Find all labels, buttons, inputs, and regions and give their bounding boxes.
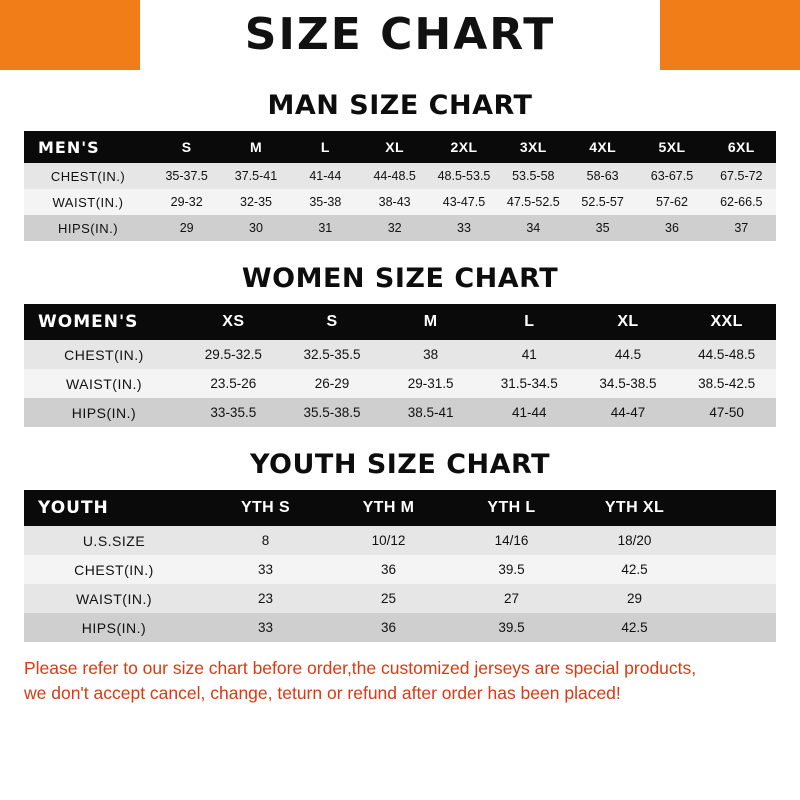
men-hips-4xl: 35 bbox=[568, 215, 637, 241]
table-row bbox=[24, 163, 776, 189]
youth-chest-s: 33 bbox=[204, 555, 327, 584]
header-banner-inner bbox=[140, 0, 660, 70]
youth-hips-spacer bbox=[696, 613, 776, 642]
disclaimer-line-1: Please refer to our size chart before order,the customized jerseys are special products, bbox=[24, 658, 697, 678]
youth-row-label-waist: WAIST(IN.) bbox=[24, 584, 204, 613]
youth-header-label: YOUTH bbox=[24, 490, 204, 526]
men-col-4xl: 4XL bbox=[568, 131, 637, 163]
men-waist-s: 29-32 bbox=[152, 189, 221, 215]
women-waist-l: 31.5-34.5 bbox=[480, 369, 579, 398]
women-col-xs: XS bbox=[184, 304, 283, 340]
women-hips-s: 35.5-38.5 bbox=[283, 398, 382, 427]
youth-waist-l: 27 bbox=[450, 584, 573, 613]
table-row bbox=[24, 215, 776, 241]
women-waist-s: 26-29 bbox=[283, 369, 382, 398]
men-col-2xl: 2XL bbox=[429, 131, 498, 163]
women-hips-xxl: 47-50 bbox=[677, 398, 776, 427]
men-chest-2xl: 48.5-53.5 bbox=[429, 163, 498, 189]
youth-us-size-m: 10/12 bbox=[327, 526, 450, 555]
women-chest-xs: 29.5-32.5 bbox=[184, 340, 283, 369]
women-chest-xxl: 44.5-48.5 bbox=[677, 340, 776, 369]
women-header-label: WOMEN'S bbox=[24, 304, 184, 340]
youth-col-yth-m: YTH M bbox=[327, 490, 450, 526]
youth-waist-xl: 29 bbox=[573, 584, 696, 613]
women-waist-xs: 23.5-26 bbox=[184, 369, 283, 398]
youth-hips-m: 36 bbox=[327, 613, 450, 642]
header-banner bbox=[0, 0, 800, 70]
men-waist-2xl: 43-47.5 bbox=[429, 189, 498, 215]
youth-size-table bbox=[24, 490, 776, 642]
table-row bbox=[24, 555, 776, 584]
women-col-s: S bbox=[283, 304, 382, 340]
disclaimer-note bbox=[24, 656, 776, 707]
men-row-label-chest: CHEST(IN.) bbox=[24, 163, 152, 189]
table-row bbox=[24, 584, 776, 613]
men-header-label: MEN'S bbox=[24, 131, 152, 163]
men-size-table-wrapper bbox=[24, 131, 776, 241]
table-header-row bbox=[24, 304, 776, 340]
youth-chest-spacer bbox=[696, 555, 776, 584]
table-header-row bbox=[24, 131, 776, 163]
youth-col-yth-s: YTH S bbox=[204, 490, 327, 526]
men-section-title: MAN SIZE CHART bbox=[267, 90, 533, 121]
women-section-title: WOMEN SIZE CHART bbox=[241, 263, 559, 294]
women-chest-m: 38 bbox=[381, 340, 480, 369]
men-col-s: S bbox=[152, 131, 221, 163]
youth-section-title: YOUTH SIZE CHART bbox=[249, 449, 551, 480]
women-hips-l: 41-44 bbox=[480, 398, 579, 427]
table-row bbox=[24, 369, 776, 398]
men-chest-xl: 44-48.5 bbox=[360, 163, 429, 189]
youth-waist-m: 25 bbox=[327, 584, 450, 613]
men-waist-l: 35-38 bbox=[291, 189, 360, 215]
women-col-xxl: XXL bbox=[677, 304, 776, 340]
women-waist-m: 29-31.5 bbox=[381, 369, 480, 398]
men-col-m: M bbox=[221, 131, 290, 163]
youth-row-label-chest: CHEST(IN.) bbox=[24, 555, 204, 584]
women-col-m: M bbox=[381, 304, 480, 340]
table-row bbox=[24, 189, 776, 215]
youth-col-spacer bbox=[696, 490, 776, 526]
youth-waist-spacer bbox=[696, 584, 776, 613]
women-chest-s: 32.5-35.5 bbox=[283, 340, 382, 369]
men-waist-3xl: 47.5-52.5 bbox=[499, 189, 568, 215]
men-col-5xl: 5XL bbox=[637, 131, 706, 163]
men-hips-m: 30 bbox=[221, 215, 290, 241]
men-hips-2xl: 33 bbox=[429, 215, 498, 241]
men-row-label-hips: HIPS(IN.) bbox=[24, 215, 152, 241]
men-col-l: L bbox=[291, 131, 360, 163]
table-row bbox=[24, 526, 776, 555]
men-col-3xl: 3XL bbox=[499, 131, 568, 163]
youth-chest-l: 39.5 bbox=[450, 555, 573, 584]
youth-chest-m: 36 bbox=[327, 555, 450, 584]
men-hips-5xl: 36 bbox=[637, 215, 706, 241]
youth-us-size-l: 14/16 bbox=[450, 526, 573, 555]
women-col-xl: XL bbox=[579, 304, 678, 340]
disclaimer-line-2: we don't accept cancel, change, teturn or refund after order has been placed! bbox=[24, 683, 621, 704]
men-waist-6xl: 62-66.5 bbox=[707, 189, 776, 215]
men-col-xl: XL bbox=[360, 131, 429, 163]
men-col-6xl: 6XL bbox=[707, 131, 776, 163]
women-hips-xl: 44-47 bbox=[579, 398, 678, 427]
youth-size-table-wrapper bbox=[24, 490, 776, 642]
men-chest-4xl: 58-63 bbox=[568, 163, 637, 189]
women-row-label-chest: CHEST(IN.) bbox=[24, 340, 184, 369]
table-row bbox=[24, 398, 776, 427]
women-row-label-hips: HIPS(IN.) bbox=[24, 398, 184, 427]
men-hips-s: 29 bbox=[152, 215, 221, 241]
page-title: SIZE CHART bbox=[244, 9, 556, 60]
women-hips-xs: 33-35.5 bbox=[184, 398, 283, 427]
women-hips-m: 38.5-41 bbox=[381, 398, 480, 427]
women-size-table-wrapper bbox=[24, 304, 776, 427]
men-chest-5xl: 63-67.5 bbox=[637, 163, 706, 189]
men-hips-6xl: 37 bbox=[707, 215, 776, 241]
women-row-label-waist: WAIST(IN.) bbox=[24, 369, 184, 398]
men-row-label-waist: WAIST(IN.) bbox=[24, 189, 152, 215]
men-hips-3xl: 34 bbox=[499, 215, 568, 241]
youth-us-size-xl: 18/20 bbox=[573, 526, 696, 555]
youth-col-yth-xl: YTH XL bbox=[573, 490, 696, 526]
men-chest-l: 41-44 bbox=[291, 163, 360, 189]
women-waist-xxl: 38.5-42.5 bbox=[677, 369, 776, 398]
youth-us-size-spacer bbox=[696, 526, 776, 555]
table-row bbox=[24, 613, 776, 642]
women-col-l: L bbox=[480, 304, 579, 340]
women-size-table bbox=[24, 304, 776, 427]
youth-chest-xl: 42.5 bbox=[573, 555, 696, 584]
youth-row-label-us-size: U.S.SIZE bbox=[24, 526, 204, 555]
table-header-row bbox=[24, 490, 776, 526]
youth-hips-xl: 42.5 bbox=[573, 613, 696, 642]
men-chest-6xl: 67.5-72 bbox=[707, 163, 776, 189]
men-waist-4xl: 52.5-57 bbox=[568, 189, 637, 215]
youth-hips-l: 39.5 bbox=[450, 613, 573, 642]
men-size-table bbox=[24, 131, 776, 241]
men-hips-l: 31 bbox=[291, 215, 360, 241]
table-row bbox=[24, 340, 776, 369]
men-waist-m: 32-35 bbox=[221, 189, 290, 215]
youth-waist-s: 23 bbox=[204, 584, 327, 613]
men-hips-xl: 32 bbox=[360, 215, 429, 241]
women-chest-xl: 44.5 bbox=[579, 340, 678, 369]
youth-row-label-hips: HIPS(IN.) bbox=[24, 613, 204, 642]
youth-us-size-s: 8 bbox=[204, 526, 327, 555]
women-chest-l: 41 bbox=[480, 340, 579, 369]
men-waist-xl: 38-43 bbox=[360, 189, 429, 215]
youth-hips-s: 33 bbox=[204, 613, 327, 642]
men-chest-3xl: 53.5-58 bbox=[499, 163, 568, 189]
women-waist-xl: 34.5-38.5 bbox=[579, 369, 678, 398]
men-chest-m: 37.5-41 bbox=[221, 163, 290, 189]
youth-col-yth-l: YTH L bbox=[450, 490, 573, 526]
men-waist-5xl: 57-62 bbox=[637, 189, 706, 215]
men-chest-s: 35-37.5 bbox=[152, 163, 221, 189]
